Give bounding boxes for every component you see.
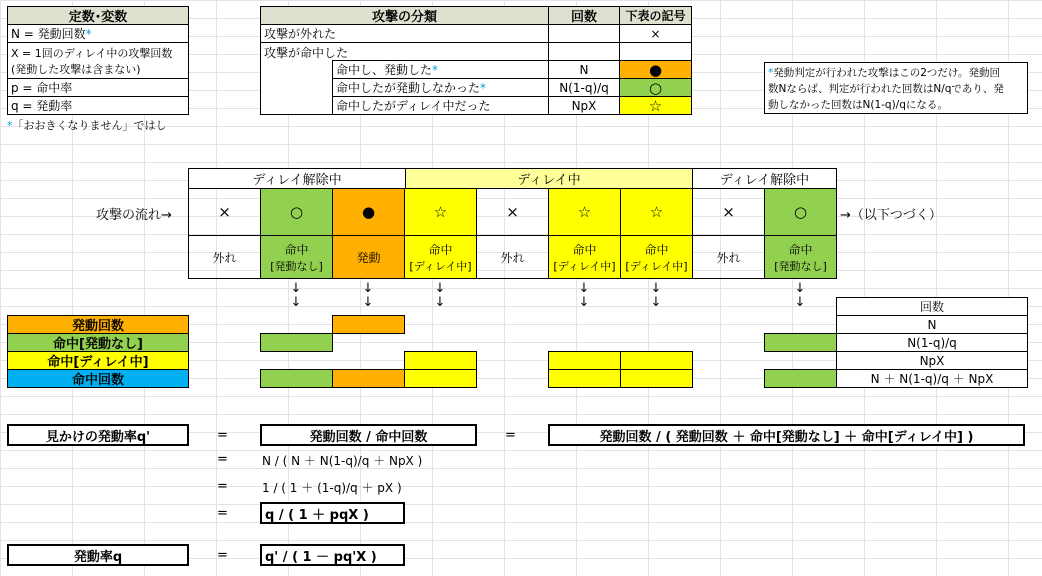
row-activated-count: N [548,60,620,79]
var-n: N = 発動回数 * [7,24,189,43]
down-arrow-icon: ↓ ↓ [290,281,302,310]
tally-block [620,369,693,388]
phase-delay-off-1: ディレイ解除中 [188,168,406,189]
tally-block [260,369,333,388]
var-p: p = 命中率 [7,78,189,97]
down-arrow-icon: ↓ ↓ [434,281,446,310]
formula-ratio: 発動回数 / 命中回数 [260,424,477,446]
star-icon: ☆ [619,96,692,115]
var-q: q = 発動率 [7,96,189,115]
row-miss-count [548,24,620,43]
classify-header: 攻撃の分類 [260,6,549,25]
equals-sign: = [217,479,228,494]
flow-result: 命中 [ディレイ中] [404,235,477,279]
flow-symbol: × [188,188,261,236]
flow-continue: →（以下つづく） [840,208,942,223]
flow-result: 命中 [発動なし] [260,235,333,279]
tally-count: N ＋ N(1-q)/q ＋ NpX [836,369,1028,388]
tally-block [332,369,405,388]
var-x: X = 1回のディレイ中の攻撃回数 (発動した攻撃は含まない) [7,42,189,79]
flow-label: 攻撃の流れ→ [96,208,172,223]
tally-count: NpX [836,351,1028,370]
equals-sign: = [217,452,228,467]
equals-sign: = [217,428,228,443]
down-arrow-icon: ↓ ↓ [362,281,374,310]
row-hit-count [548,42,620,61]
flow-symbol: ☆ [620,188,693,236]
down-arrow-icon: ↓ ↓ [650,281,662,310]
row-not-activated-label: 命中したが発動しなかった * [332,78,549,97]
flow-symbol: × [692,188,765,236]
tally-block [332,315,405,334]
down-arrow-icon: ↓ ↓ [578,281,590,310]
row-hit-mark [619,42,692,61]
flow-symbol: ● [332,188,405,236]
count-header: 回数 [548,6,620,25]
tally-delay-label: 命中[ディレイ中] [7,351,189,370]
formula-line-2: N / ( N ＋ N(1-q)/q ＋ NpX ) [262,454,423,468]
tally-block [548,351,621,370]
tally-count: N(1-q)/q [836,333,1028,352]
indent-spacer [260,60,333,115]
flow-result: 発動 [332,235,405,279]
side-note: *発動判定が行われた攻撃はこの2つだけ。発動回 数Nならば、判定が行われた回数はN/qであり、発 動しなかった回数はN(1-q)/qになる。 [764,62,1028,114]
asterisk-mark: * [85,26,92,41]
tally-block [764,369,837,388]
flow-result: 命中 [ディレイ中] [620,235,693,279]
flow-symbol: ☆ [548,188,621,236]
tally-count: N [836,315,1028,334]
flow-result: 命中 [ディレイ中] [548,235,621,279]
row-not-activated-count: N(1-q)/q [548,78,620,97]
tally-hits-label: 命中回数 [7,369,189,388]
flow-symbol: ○ [260,188,333,236]
flow-symbol: × [476,188,549,236]
tally-count-header: 回数 [836,297,1028,316]
row-activated-label: 命中し、発動した * [332,60,549,79]
formula-line-3: 1 / ( 1 ＋ (1-q)/q ＋ pX ) [262,481,402,495]
flow-result: 外れ [188,235,261,279]
filled-circle-icon: ● [619,60,692,79]
tally-activated-label: 発動回数 [7,315,189,334]
vars-header: 定数･変数 [7,6,189,25]
down-arrow-icon: ↓ ↓ [794,281,806,310]
formula-rate: q' / ( 1 － pq'X ) [260,544,405,566]
tally-block [620,351,693,370]
flow-result: 外れ [476,235,549,279]
rate-label: 発動率q [7,544,189,566]
open-circle-icon: ○ [619,78,692,97]
tally-block [404,351,477,370]
phase-delay-off-2: ディレイ解除中 [692,168,837,189]
formula-result: q / ( 1 ＋ pqX ) [260,502,405,524]
equals-sign: = [505,428,516,443]
tally-block [404,369,477,388]
row-miss-label: 攻撃が外れた [260,24,549,43]
flow-symbol: ☆ [404,188,477,236]
flow-symbol: ○ [764,188,837,236]
formula-expanded: 発動回数 / ( 発動回数 ＋ 命中[発動なし] ＋ 命中[ディレイ中] ) [548,424,1025,446]
tally-block [764,333,837,352]
flow-result: 命中 [発動なし] [764,235,837,279]
equals-sign: = [217,548,228,563]
flow-result: 外れ [692,235,765,279]
vars-footnote: *「おおきくなりません」ではし [7,119,167,132]
tally-block [548,369,621,388]
row-delay-count: NpX [548,96,620,115]
row-delay-label: 命中したがディレイ中だった [332,96,549,115]
equals-sign: = [217,506,228,521]
mark-header: 下表の記号 [619,6,692,25]
apparent-rate-label: 見かけの発動率q' [7,424,189,446]
tally-block [260,333,333,352]
row-hit-label: 攻撃が命中した [260,42,549,61]
cross-icon: × [619,24,692,43]
tally-no-activation-label: 命中[発動なし] [7,333,189,352]
phase-delay-on: ディレイ中 [405,168,693,189]
